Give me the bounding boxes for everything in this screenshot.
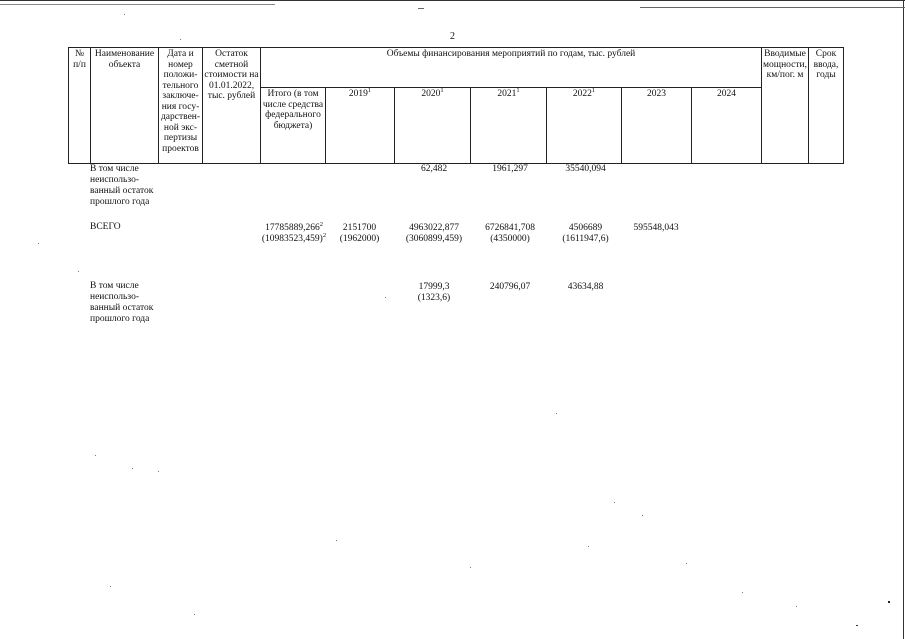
row2-2021 [472, 223, 548, 245]
row1-label-line: В том числе [90, 164, 139, 174]
row1-2020: 62,482 [420, 164, 448, 174]
header-cell-term: Срок ввода, годы [809, 48, 844, 164]
year-2022-sup: 1 [591, 87, 596, 94]
row2-total-fed: (10983523,459) [261, 234, 323, 244]
row2-total-fed-sup: 2 [322, 231, 327, 239]
scan-speck [78, 271, 79, 272]
row2-2021-value: 6726841,708 [485, 223, 535, 233]
scan-speck [614, 502, 615, 503]
scan-speck [642, 515, 643, 516]
row2-2019 [327, 223, 392, 245]
row3-2022: 43634,88 [567, 282, 604, 292]
row2-2019-fed: (1962000) [339, 234, 380, 244]
row2-2020-fed: (3060899,459) [405, 234, 463, 244]
row2-label: ВСЕГО [90, 222, 121, 232]
header-cell-2022 [547, 88, 622, 164]
header-cell-2024 [692, 88, 762, 164]
page-number: 2 [450, 31, 455, 42]
scan-speck [194, 614, 195, 615]
scan-speck [110, 586, 111, 587]
year-2019-sup: 1 [367, 87, 372, 94]
row3-2020-fed: (1323,6) [417, 293, 451, 303]
right-edge-line [903, 0, 904, 639]
top-edge-line [0, 0, 905, 1]
year-2024: 2024 [717, 89, 736, 99]
year-2020: 2020 [421, 89, 441, 99]
header-cell-rest: Остаток сметной стоимости на 01.01.2022, тыс. рублей [203, 48, 261, 164]
year-2021: 2021 [497, 89, 517, 99]
year-2022: 2022 [572, 89, 592, 99]
row3-2021: 240796,07 [489, 282, 531, 292]
header-cell-2020 [395, 88, 471, 164]
header-cell-name: Наименование объекта [91, 48, 159, 164]
scan-speck [336, 540, 337, 541]
row3-2020-value: 17999,3 [418, 282, 450, 292]
scan-speck [124, 14, 125, 15]
scan-speck [588, 546, 589, 547]
header-table [68, 47, 844, 164]
row3-label-line: прошлого года [90, 314, 150, 324]
scan-speck [95, 455, 96, 456]
row2-2022-fed: (1611947,6) [562, 234, 609, 244]
year-2021-sup: 1 [516, 87, 520, 94]
scan-speck [856, 625, 858, 626]
scan-speck [742, 592, 743, 593]
scan-speck [470, 567, 471, 568]
row2-2021-fed: (4350000) [490, 234, 530, 244]
scan-speck [796, 606, 797, 607]
header-cell-financing: Объемы финансирования мероприятий по годам, тыс. рублей [261, 48, 762, 88]
row3-label-line: неиспользо- [90, 292, 139, 302]
row3-label-line: ванный остаток [90, 303, 154, 313]
row2-total [254, 220, 334, 245]
row2-2020 [396, 223, 472, 245]
year-2019: 2019 [348, 89, 368, 99]
scan-speck [158, 471, 159, 472]
scan-speck [180, 39, 181, 40]
row2-total-fed-value [254, 231, 334, 245]
scan-speck [385, 297, 386, 298]
row1-label [90, 164, 153, 208]
header-cell-capacity: Вводимые мощности, км/пог. м [762, 48, 809, 164]
row1-label-line: неиспользо- [90, 175, 139, 185]
row2-2022 [548, 223, 623, 245]
row2-2019-value: 2151700 [342, 223, 377, 233]
top-mark-mid [418, 8, 424, 9]
year-2020-sup: 1 [440, 87, 444, 94]
row3-label [90, 281, 153, 325]
scan-speck [556, 413, 557, 414]
header-cell-date: Дата и номер положи-тельного заключе-ния госу-дарствен-ной экс-пертизы проектов [159, 48, 203, 164]
row3-label-line: В том числе [90, 281, 139, 291]
header-cell-num: № п/п [69, 48, 91, 164]
row2-total-sup: 2 [319, 220, 323, 228]
scan-speck [686, 563, 687, 564]
header-cell-2021 [471, 88, 547, 164]
header-cell-2023 [622, 88, 692, 164]
scan-speck [38, 243, 39, 244]
row2-2020-value: 4963022,877 [409, 223, 459, 233]
row2-2023: 595548,043 [633, 223, 679, 233]
header-cell-2019 [326, 88, 395, 164]
row1-2021: 1961,297 [492, 164, 528, 174]
row1-label-line: ванный остаток [90, 186, 154, 196]
top-mark-right [640, 7, 905, 8]
row2-2022-value: 4506689 [568, 223, 603, 233]
scan-speck [888, 601, 890, 603]
top-mark-left [0, 4, 275, 5]
row3-2020 [396, 282, 472, 304]
header-cell-total: Итого (в том числе средства федерального бюджета) [261, 88, 326, 164]
row1-label-line: прошлого года [90, 197, 150, 207]
scan-speck [132, 468, 133, 469]
year-2023: 2023 [647, 89, 666, 99]
row1-2022: 35540,094 [565, 164, 606, 174]
row2-total-amount: 17785889,266 [265, 223, 320, 233]
